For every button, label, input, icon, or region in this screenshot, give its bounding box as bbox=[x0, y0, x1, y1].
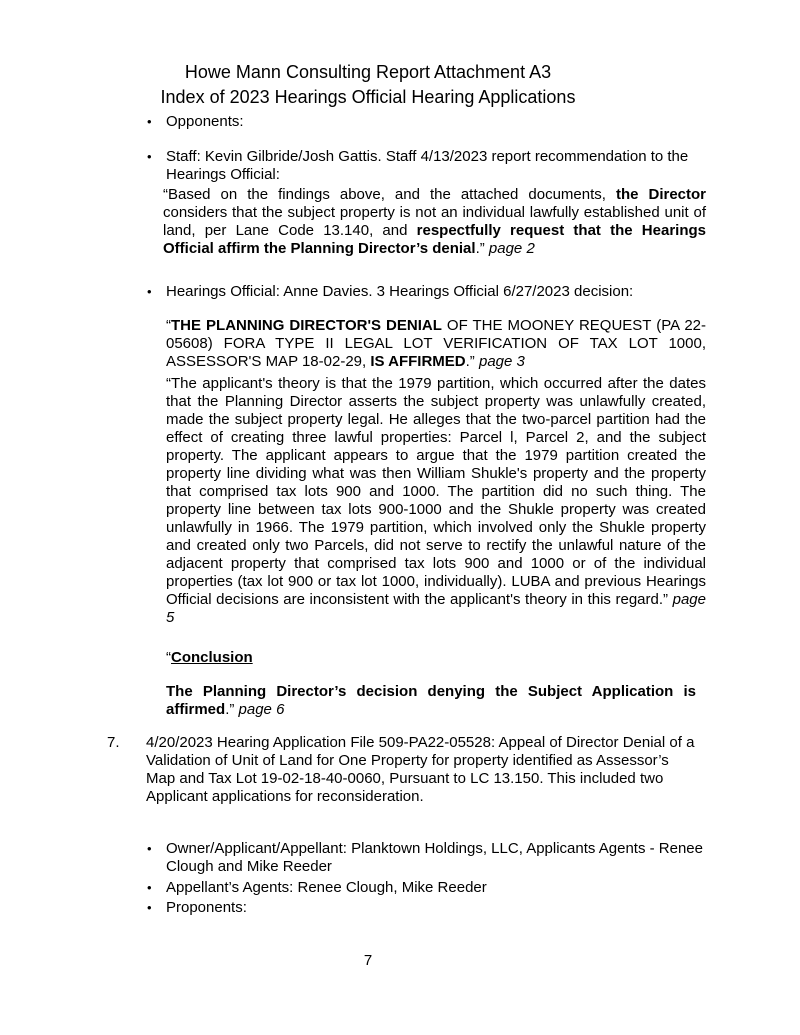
text-run: The Planning Director’s decision denying the Subject Application is affirmed bbox=[166, 683, 696, 718]
staff-text bbox=[166, 148, 696, 184]
text-run: .” bbox=[225, 701, 239, 718]
text-run: Conclusion bbox=[171, 649, 253, 666]
text-run: page 5 bbox=[166, 591, 706, 626]
text-run: .” bbox=[475, 240, 489, 257]
text-run: Owner/Applicant/Appellant: Planktown Holdings, LLC, Applicants Agents - Renee Clough and Mike Reeder bbox=[166, 840, 703, 875]
opponents-text bbox=[166, 113, 706, 131]
text-run: Opponents: bbox=[166, 113, 244, 130]
text-run: 4/20/2023 Hearing Application File 509-PA22-05528: Appeal of Director Denial of a Validation of Unit of Land for One Property for property identified as Assessor’s Map and Tax Lot 19-02-18-40-0060, Pursuant to LC 13.150. This included two Applicant applications for reconsideration. bbox=[146, 734, 695, 805]
text-run: Hearings Official: Anne Davies. 3 Hearings Official 6/27/2023 decision: bbox=[166, 283, 634, 300]
text-run: page 2 bbox=[488, 240, 535, 257]
theory-quote bbox=[166, 375, 706, 627]
conclusion-heading bbox=[166, 649, 706, 667]
proponents-item bbox=[147, 899, 706, 917]
owner-text bbox=[166, 840, 706, 876]
text-run: THE PLANNING DIRECTOR'S DENIAL bbox=[171, 317, 442, 334]
text-run: “The applicant's theory is that the 1979 partition, which occurred after the dates that the Planning Director asserts the subject property was unlawfully created, made the subject property legal. He alleges that the two-parcel partition had the effect of creating three lawful properties: Parcel l, Parcel 2, and the subject property. The applicant appears to argue that the 1979 partition created the property line dividing what was then William Shukle's property and the property that comprised tax lots 900 and 1000. The partition did no such thing. The property line between tax lots 900-1000 and the Shukle property was created unlawfully in 1966. The 1979 partition, which involved only the Shukle property and created only two Parcels, did not serve to rectify the unlawful nature of the adjacent property that comprised tax lots 900 and 1000 or of the individual properties (tax lot 900 or tax lot 1000, individually). LUBA and previous Hearings Official decisions are inconsistent with the applicant's theory in this regard.” bbox=[166, 375, 706, 608]
bullet: • bbox=[147, 114, 152, 129]
staff-item bbox=[147, 148, 696, 184]
text-run: “ bbox=[166, 317, 171, 334]
text-run: considers that the subject property is not an individual lawfully established unit of land, per Lane Code 13.140, and bbox=[163, 204, 706, 239]
text-run: respectfully request that the Hearings Official affirm the Planning Director’s denial bbox=[163, 222, 706, 257]
hearings-official-item bbox=[147, 283, 706, 301]
agents-item bbox=[147, 879, 706, 897]
staff-quote bbox=[163, 186, 706, 258]
item-7 bbox=[107, 734, 702, 806]
text-run: “Based on the findings above, and the attached documents, bbox=[163, 186, 616, 203]
owner-item bbox=[147, 840, 706, 876]
decision-quote bbox=[166, 317, 706, 371]
document-body bbox=[0, 60, 800, 917]
opponents-item bbox=[147, 113, 706, 131]
bullet: • bbox=[147, 149, 152, 164]
text-run: Staff: Kevin Gilbride/Josh Gattis. Staff 4/13/2023 report recommendation to the Hearings Official: bbox=[166, 148, 689, 183]
bullet: • bbox=[147, 880, 152, 895]
bullet: • bbox=[147, 841, 152, 856]
header-line-2: Index of 2023 Hearings Official Hearing Applications bbox=[160, 87, 576, 107]
bullet: • bbox=[147, 900, 152, 915]
item-number: 7. bbox=[107, 734, 120, 751]
text-run: the Director bbox=[615, 186, 707, 203]
proponents-text bbox=[166, 899, 706, 917]
text-run: .” bbox=[465, 353, 479, 370]
text-run: OF THE MOONEY REQUEST (PA 22-05608) FORA TYPE II LEGAL LOT VERIFICATION OF TAX LOT 1000, ASSESSOR'S MAP 18-02-29, bbox=[166, 317, 706, 370]
item-7-text bbox=[146, 734, 702, 806]
text-run: page 3 bbox=[478, 353, 525, 370]
text-run: IS AFFIRMED bbox=[370, 353, 466, 370]
text-run: page 6 bbox=[238, 701, 285, 718]
text-run: Proponents: bbox=[166, 899, 247, 916]
conclusion-text bbox=[166, 683, 696, 719]
document-header bbox=[0, 60, 736, 110]
hearings-official-text bbox=[166, 283, 706, 301]
agents-text bbox=[166, 879, 706, 897]
bullet: • bbox=[147, 284, 152, 299]
text-run: “ bbox=[166, 649, 171, 666]
page-number: 7 bbox=[363, 952, 373, 969]
header-line-1: Howe Mann Consulting Report Attachment A3 bbox=[184, 62, 552, 82]
text-run: Appellant’s Agents: Renee Clough, Mike Reeder bbox=[166, 879, 487, 896]
